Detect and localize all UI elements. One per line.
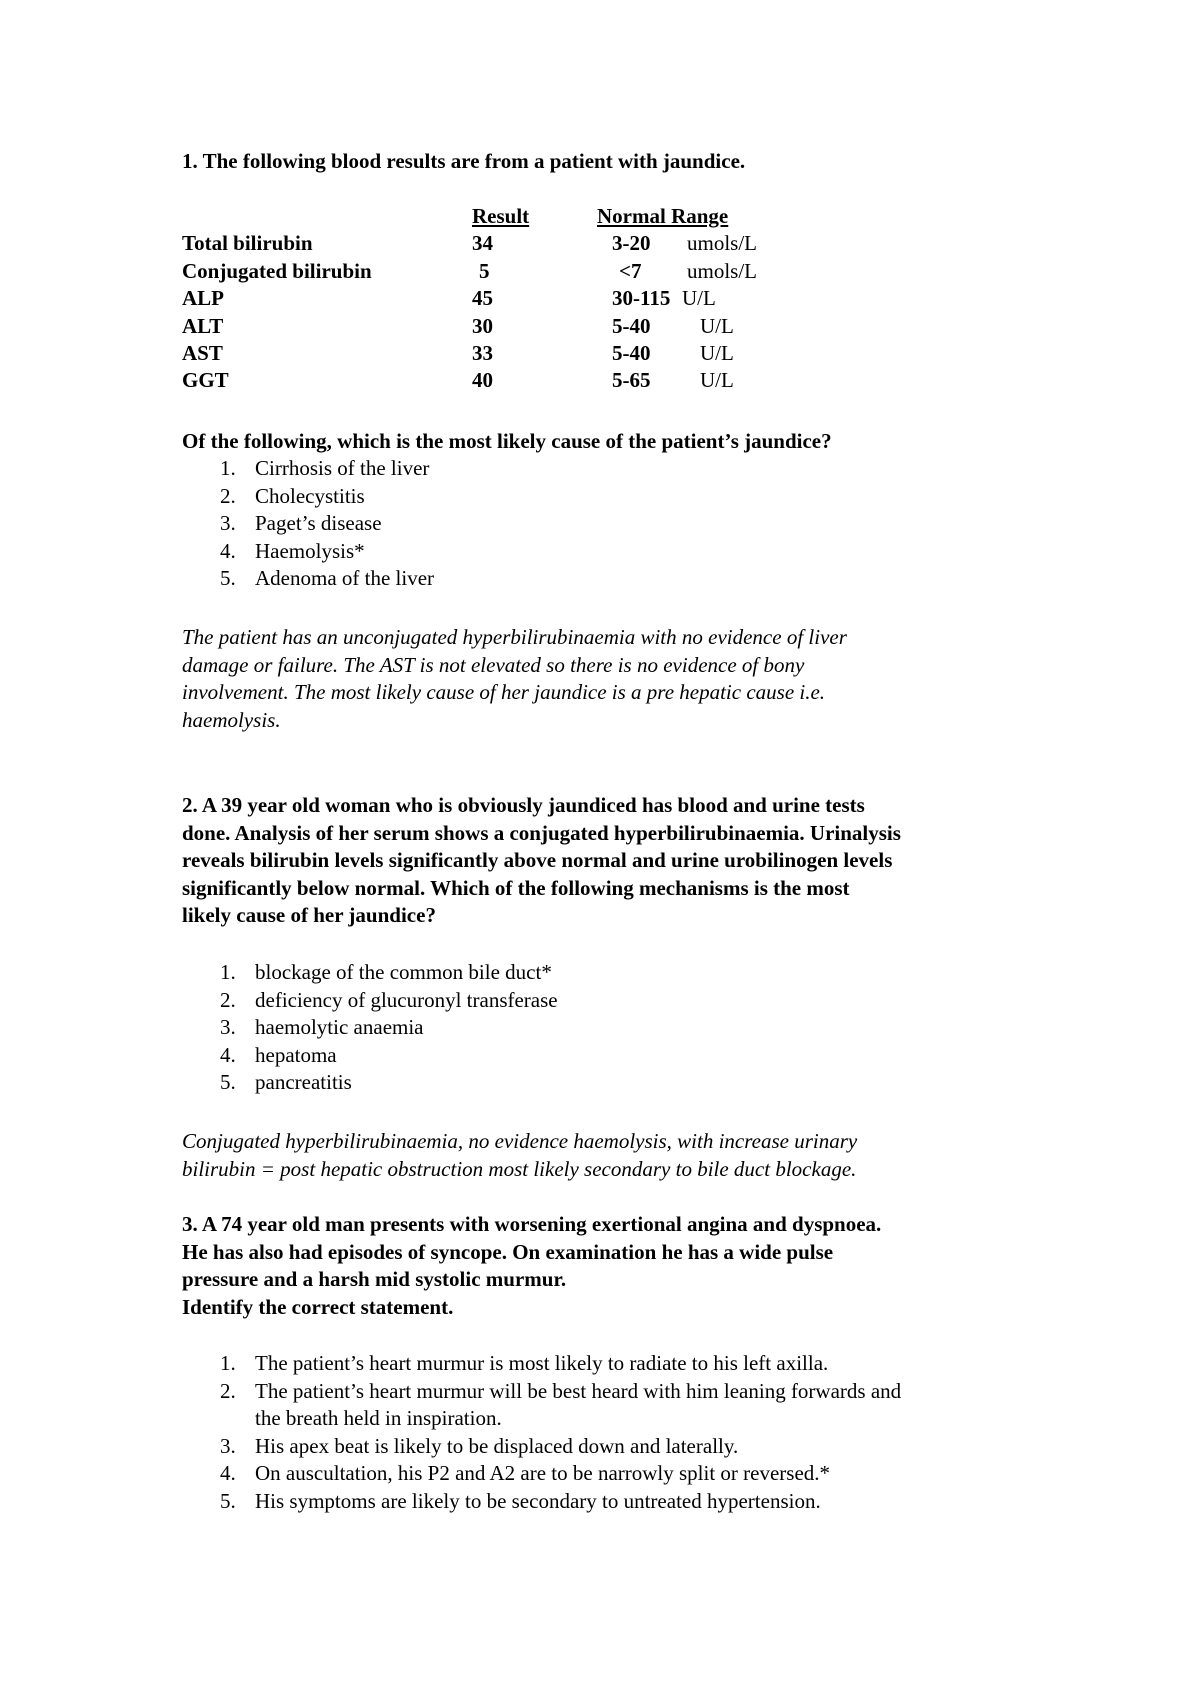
- stem-line: pressure and a harsh mid systolic murmur.: [182, 1267, 567, 1291]
- list-item: [182, 1433, 901, 1461]
- table-row: [182, 230, 822, 257]
- list-item: [182, 483, 434, 511]
- option-text: hepatoma: [255, 1042, 337, 1067]
- stem-line: likely cause of her jaundice?: [182, 903, 436, 927]
- test-range: 30-115: [612, 286, 671, 311]
- test-result: 33: [472, 340, 493, 365]
- option-number: 5.: [220, 566, 236, 590]
- stem-line: Identify the correct statement.: [182, 1294, 454, 1319]
- test-result: 40: [472, 368, 493, 393]
- table-row: [182, 258, 822, 285]
- explanation-line: damage or failure. The AST is not elevated so there is no evidence of bony: [182, 652, 805, 677]
- option-text: Cholecystitis: [255, 483, 365, 508]
- list-item: [182, 455, 434, 483]
- test-range: 5-65: [612, 368, 651, 393]
- stem-line: significantly below normal. Which of the following mechanisms is the most: [182, 875, 850, 900]
- test-name: ALP: [182, 286, 224, 311]
- test-unit: umols/L: [687, 258, 758, 283]
- results-table: [182, 203, 822, 395]
- test-unit: U/L: [700, 313, 734, 338]
- test-result: 5: [479, 258, 490, 283]
- option-number: 2.: [220, 1378, 236, 1403]
- q3-stem: [182, 1211, 881, 1321]
- explanation-line: Conjugated hyperbilirubinaemia, no evidence haemolysis, with increase urinary: [182, 1129, 858, 1153]
- table-row: [182, 367, 822, 394]
- option-number: 5.: [220, 1070, 236, 1094]
- list-item: [182, 565, 434, 593]
- q3-options: [182, 1350, 901, 1515]
- test-range: 5-40: [612, 313, 651, 338]
- test-name: AST: [182, 340, 223, 365]
- option-text: Paget’s disease: [255, 511, 382, 535]
- option-text: The patient’s heart murmur will be best heard with him leaning forwards and: [255, 1378, 902, 1403]
- option-text: pancreatitis: [255, 1070, 352, 1094]
- option-text: The patient’s heart murmur is most likely to radiate to his left axilla.: [255, 1351, 829, 1375]
- option-number: 3.: [220, 511, 236, 535]
- option-number: 4.: [220, 538, 236, 563]
- list-item: [182, 1042, 558, 1070]
- q1-title: 1. The following blood results are from a patient with jaundice.: [182, 149, 746, 173]
- test-unit: U/L: [682, 286, 716, 311]
- explanation-line: bilirubin = post hepatic obstruction most likely secondary to bile duct blockage.: [182, 1156, 857, 1181]
- stem-line: He has also had episodes of syncope. On examination he has a wide pulse: [182, 1239, 834, 1264]
- test-unit: umols/L: [687, 231, 758, 256]
- q1-explanation: [182, 624, 847, 734]
- test-result: 34: [472, 231, 493, 256]
- normal-range-header: Normal Range: [597, 204, 729, 228]
- option-text: On auscultation, his P2 and A2 are to be narrowly split or reversed.*: [255, 1461, 831, 1485]
- test-unit: U/L: [700, 368, 734, 393]
- option-text: deficiency of glucuronyl transferase: [255, 987, 558, 1012]
- list-item: [182, 538, 434, 566]
- table-header: [182, 203, 822, 230]
- explanation-line: The patient has an unconjugated hyperbilirubinaemia with no evidence of liver: [182, 625, 847, 649]
- q2-stem: [182, 792, 901, 930]
- option-number: 2.: [220, 483, 236, 508]
- option-number: 1.: [220, 1351, 236, 1375]
- list-item: [182, 510, 434, 538]
- test-name: ALT: [182, 313, 224, 338]
- option-number: 5.: [220, 1488, 236, 1513]
- option-text: Adenoma of the liver: [255, 566, 435, 590]
- explanation-line: haemolysis.: [182, 707, 281, 732]
- option-number: 2.: [220, 987, 236, 1012]
- option-number: 4.: [220, 1042, 236, 1067]
- stem-line: 2. A 39 year old woman who is obviously jaundiced has blood and urine tests: [182, 793, 865, 817]
- option-number: 1.: [220, 960, 236, 984]
- option-number: 4.: [220, 1461, 236, 1485]
- q2-options: [182, 959, 558, 1097]
- option-text: Haemolysis*: [255, 538, 365, 563]
- table-row: [182, 285, 822, 312]
- stem-line: 3. A 74 year old man presents with worsening exertional angina and dyspnoea.: [182, 1212, 882, 1236]
- q1-question: Of the following, which is the most likely cause of the patient’s jaundice?: [182, 429, 832, 453]
- stem-line: done. Analysis of her serum shows a conjugated hyperbilirubinaemia. Urinalysis: [182, 820, 901, 845]
- option-text: His apex beat is likely to be displaced down and laterally.: [255, 1433, 739, 1458]
- option-text: blockage of the common bile duct*: [255, 960, 552, 984]
- table-row: [182, 313, 822, 340]
- option-number: 3.: [220, 1433, 236, 1458]
- q2-explanation: [182, 1128, 857, 1183]
- test-name: Total bilirubin: [182, 231, 313, 256]
- test-range: <7: [619, 258, 642, 283]
- option-text: haemolytic anaemia: [255, 1015, 424, 1039]
- option-text: Cirrhosis of the liver: [255, 456, 430, 480]
- list-item: [182, 1014, 558, 1042]
- option-number: 1.: [220, 456, 236, 480]
- list-item: [182, 1488, 901, 1516]
- list-item: [182, 959, 558, 987]
- test-name: Conjugated bilirubin: [182, 258, 372, 283]
- test-range: 5-40: [612, 340, 651, 365]
- option-text-continued: the breath held in inspiration.: [255, 1406, 502, 1430]
- test-unit: U/L: [700, 340, 734, 365]
- test-result: 45: [472, 286, 493, 311]
- test-range: 3-20: [612, 231, 651, 256]
- list-item: [182, 1378, 901, 1433]
- list-item: [182, 1460, 901, 1488]
- option-number: 3.: [220, 1015, 236, 1039]
- table-row: [182, 340, 822, 367]
- list-item: [182, 1069, 558, 1097]
- list-item: [182, 987, 558, 1015]
- q1-options: [182, 455, 434, 593]
- result-header: Result: [472, 204, 530, 228]
- stem-line: reveals bilirubin levels significantly above normal and urine urobilinogen levels: [182, 848, 893, 872]
- test-result: 30: [472, 313, 493, 338]
- test-name: GGT: [182, 368, 229, 393]
- list-item: [182, 1350, 901, 1378]
- explanation-line: involvement. The most likely cause of her jaundice is a pre hepatic cause i.e.: [182, 680, 826, 704]
- option-text: His symptoms are likely to be secondary to untreated hypertension.: [255, 1488, 821, 1513]
